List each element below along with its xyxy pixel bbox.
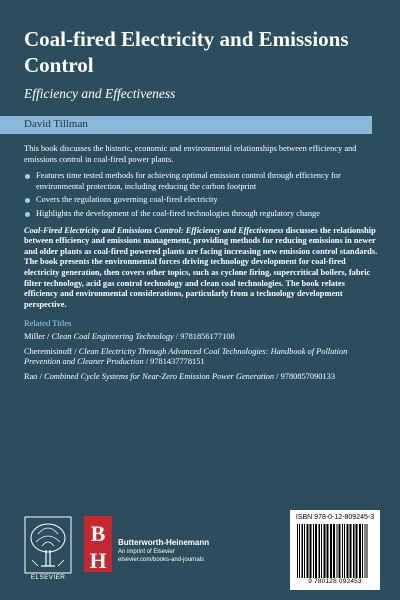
feature-text: Features time tested methods for achieving optimal emission control through efficiency for environmental protection, including reducing the carbon footprint bbox=[36, 171, 341, 191]
barcode-bar bbox=[344, 524, 345, 578]
description-paragraph bbox=[24, 226, 378, 311]
barcode-bar bbox=[365, 524, 366, 578]
related-title: Combined Cycle Systems for Near-Zero Emission Power Generation bbox=[44, 371, 275, 381]
elsevier-tree-logo-icon bbox=[24, 516, 72, 574]
barcode-bars-icon bbox=[296, 524, 374, 578]
related-title-item bbox=[24, 372, 378, 383]
feature-item bbox=[24, 209, 378, 220]
imprint-name: Butterworth-Heinemann bbox=[118, 538, 210, 547]
related-author: Rao / bbox=[24, 371, 45, 381]
butterworth-heinemann-logo-icon bbox=[84, 516, 112, 572]
author-bar bbox=[0, 116, 372, 134]
bullet-icon bbox=[25, 212, 30, 217]
book-subtitle: Efficiency and Effectiveness bbox=[24, 86, 176, 101]
barcode-bar bbox=[315, 524, 317, 578]
related-title: Clean Electricity Through Advanced Coal Technologies: Handbook of Pollution Prevention and Cleaner Production bbox=[24, 346, 348, 367]
barcode-bar bbox=[350, 524, 352, 578]
isbn-barcode bbox=[290, 510, 380, 590]
barcode-bar bbox=[327, 524, 329, 578]
imprint-line: An imprint of Elsevier bbox=[118, 549, 175, 555]
author-name: David Tillman bbox=[24, 118, 88, 130]
barcode-bar bbox=[339, 524, 341, 578]
barcode-bar bbox=[302, 524, 304, 578]
barcode-bar bbox=[330, 524, 332, 578]
barcode-bar bbox=[359, 524, 361, 578]
related-isbn: / 9780857090133 bbox=[274, 371, 336, 381]
related-author: Cheremisinoff / bbox=[24, 346, 79, 356]
isbn-label: ISBN 978-0-12-809245-3 bbox=[295, 514, 375, 521]
elsevier-wordmark: ELSEVIER bbox=[30, 574, 66, 581]
related-isbn: / 9781856177108 bbox=[173, 331, 235, 341]
bh-logo-letter-h: H bbox=[89, 548, 107, 572]
related-title: Clean Coal Engineering Technology bbox=[51, 331, 174, 341]
barcode-bar bbox=[324, 524, 326, 578]
imprint-info bbox=[118, 538, 209, 564]
feature-text: Covers the regulations governing coal-fired electricity bbox=[36, 195, 218, 205]
feature-list bbox=[24, 171, 378, 219]
barcode-bar bbox=[297, 524, 298, 578]
barcode-bar bbox=[337, 524, 338, 578]
barcode-bar bbox=[313, 524, 314, 578]
publisher-url: elsevier.com/books-and-journals bbox=[118, 557, 205, 563]
barcode-digits: 9 780128 092453 bbox=[308, 578, 362, 585]
intro-paragraph: This book discusses the historic, economic and environmental relationships between efficiency and emissions control in coal-fired power plants. bbox=[24, 144, 357, 164]
feature-item bbox=[24, 171, 378, 192]
related-title-item bbox=[24, 332, 378, 343]
related-author: Miller / bbox=[24, 331, 52, 341]
feature-text: Highlights the development of the coal-fired technologies through regulatory change bbox=[36, 208, 320, 218]
barcode-bar bbox=[304, 524, 305, 578]
barcode-bar bbox=[321, 524, 322, 578]
related-isbn: / 9781437778151 bbox=[143, 357, 205, 367]
description-body: discusses the relationship between efficiency and emissions management, providing methods for reducing emissions in newer and older plants as coal-fired powered plants are facing increasing new emission control standards. The book presents the environmental forces driving technology development for coal-fired electricity generation, then covers other topics, such as cyclone firing, supercritical boilers, fabric filter technology, acid gas control technology and clean coal technologies. The book relates efficiency and environmental considerations, particularly from a technology development perspective. bbox=[24, 225, 378, 309]
description-book-title: Coal-Fired Electricity and Emissions Control: Efficiency and Effectiveness bbox=[24, 225, 284, 235]
barcode-bar bbox=[310, 524, 312, 578]
bullet-icon bbox=[25, 198, 30, 203]
barcode-bar bbox=[307, 524, 309, 578]
barcode-bar bbox=[299, 524, 300, 578]
barcode-bar bbox=[367, 524, 368, 578]
barcode-bar bbox=[347, 524, 349, 578]
related-titles-heading: Related Titles bbox=[24, 318, 72, 329]
related-title-item bbox=[24, 347, 378, 368]
barcode-bar bbox=[353, 524, 355, 578]
barcode-bar bbox=[319, 524, 321, 578]
barcode-bar bbox=[356, 524, 358, 578]
book-title: Coal-fired Electricity and Emissions Control bbox=[24, 27, 349, 77]
barcode-bar bbox=[362, 524, 363, 578]
barcode-bar bbox=[342, 524, 343, 578]
feature-item bbox=[24, 195, 378, 206]
back-cover-content bbox=[24, 144, 378, 386]
bh-logo-letter-b: B bbox=[90, 521, 106, 546]
bullet-icon bbox=[25, 174, 30, 179]
barcode-bar bbox=[333, 524, 335, 578]
